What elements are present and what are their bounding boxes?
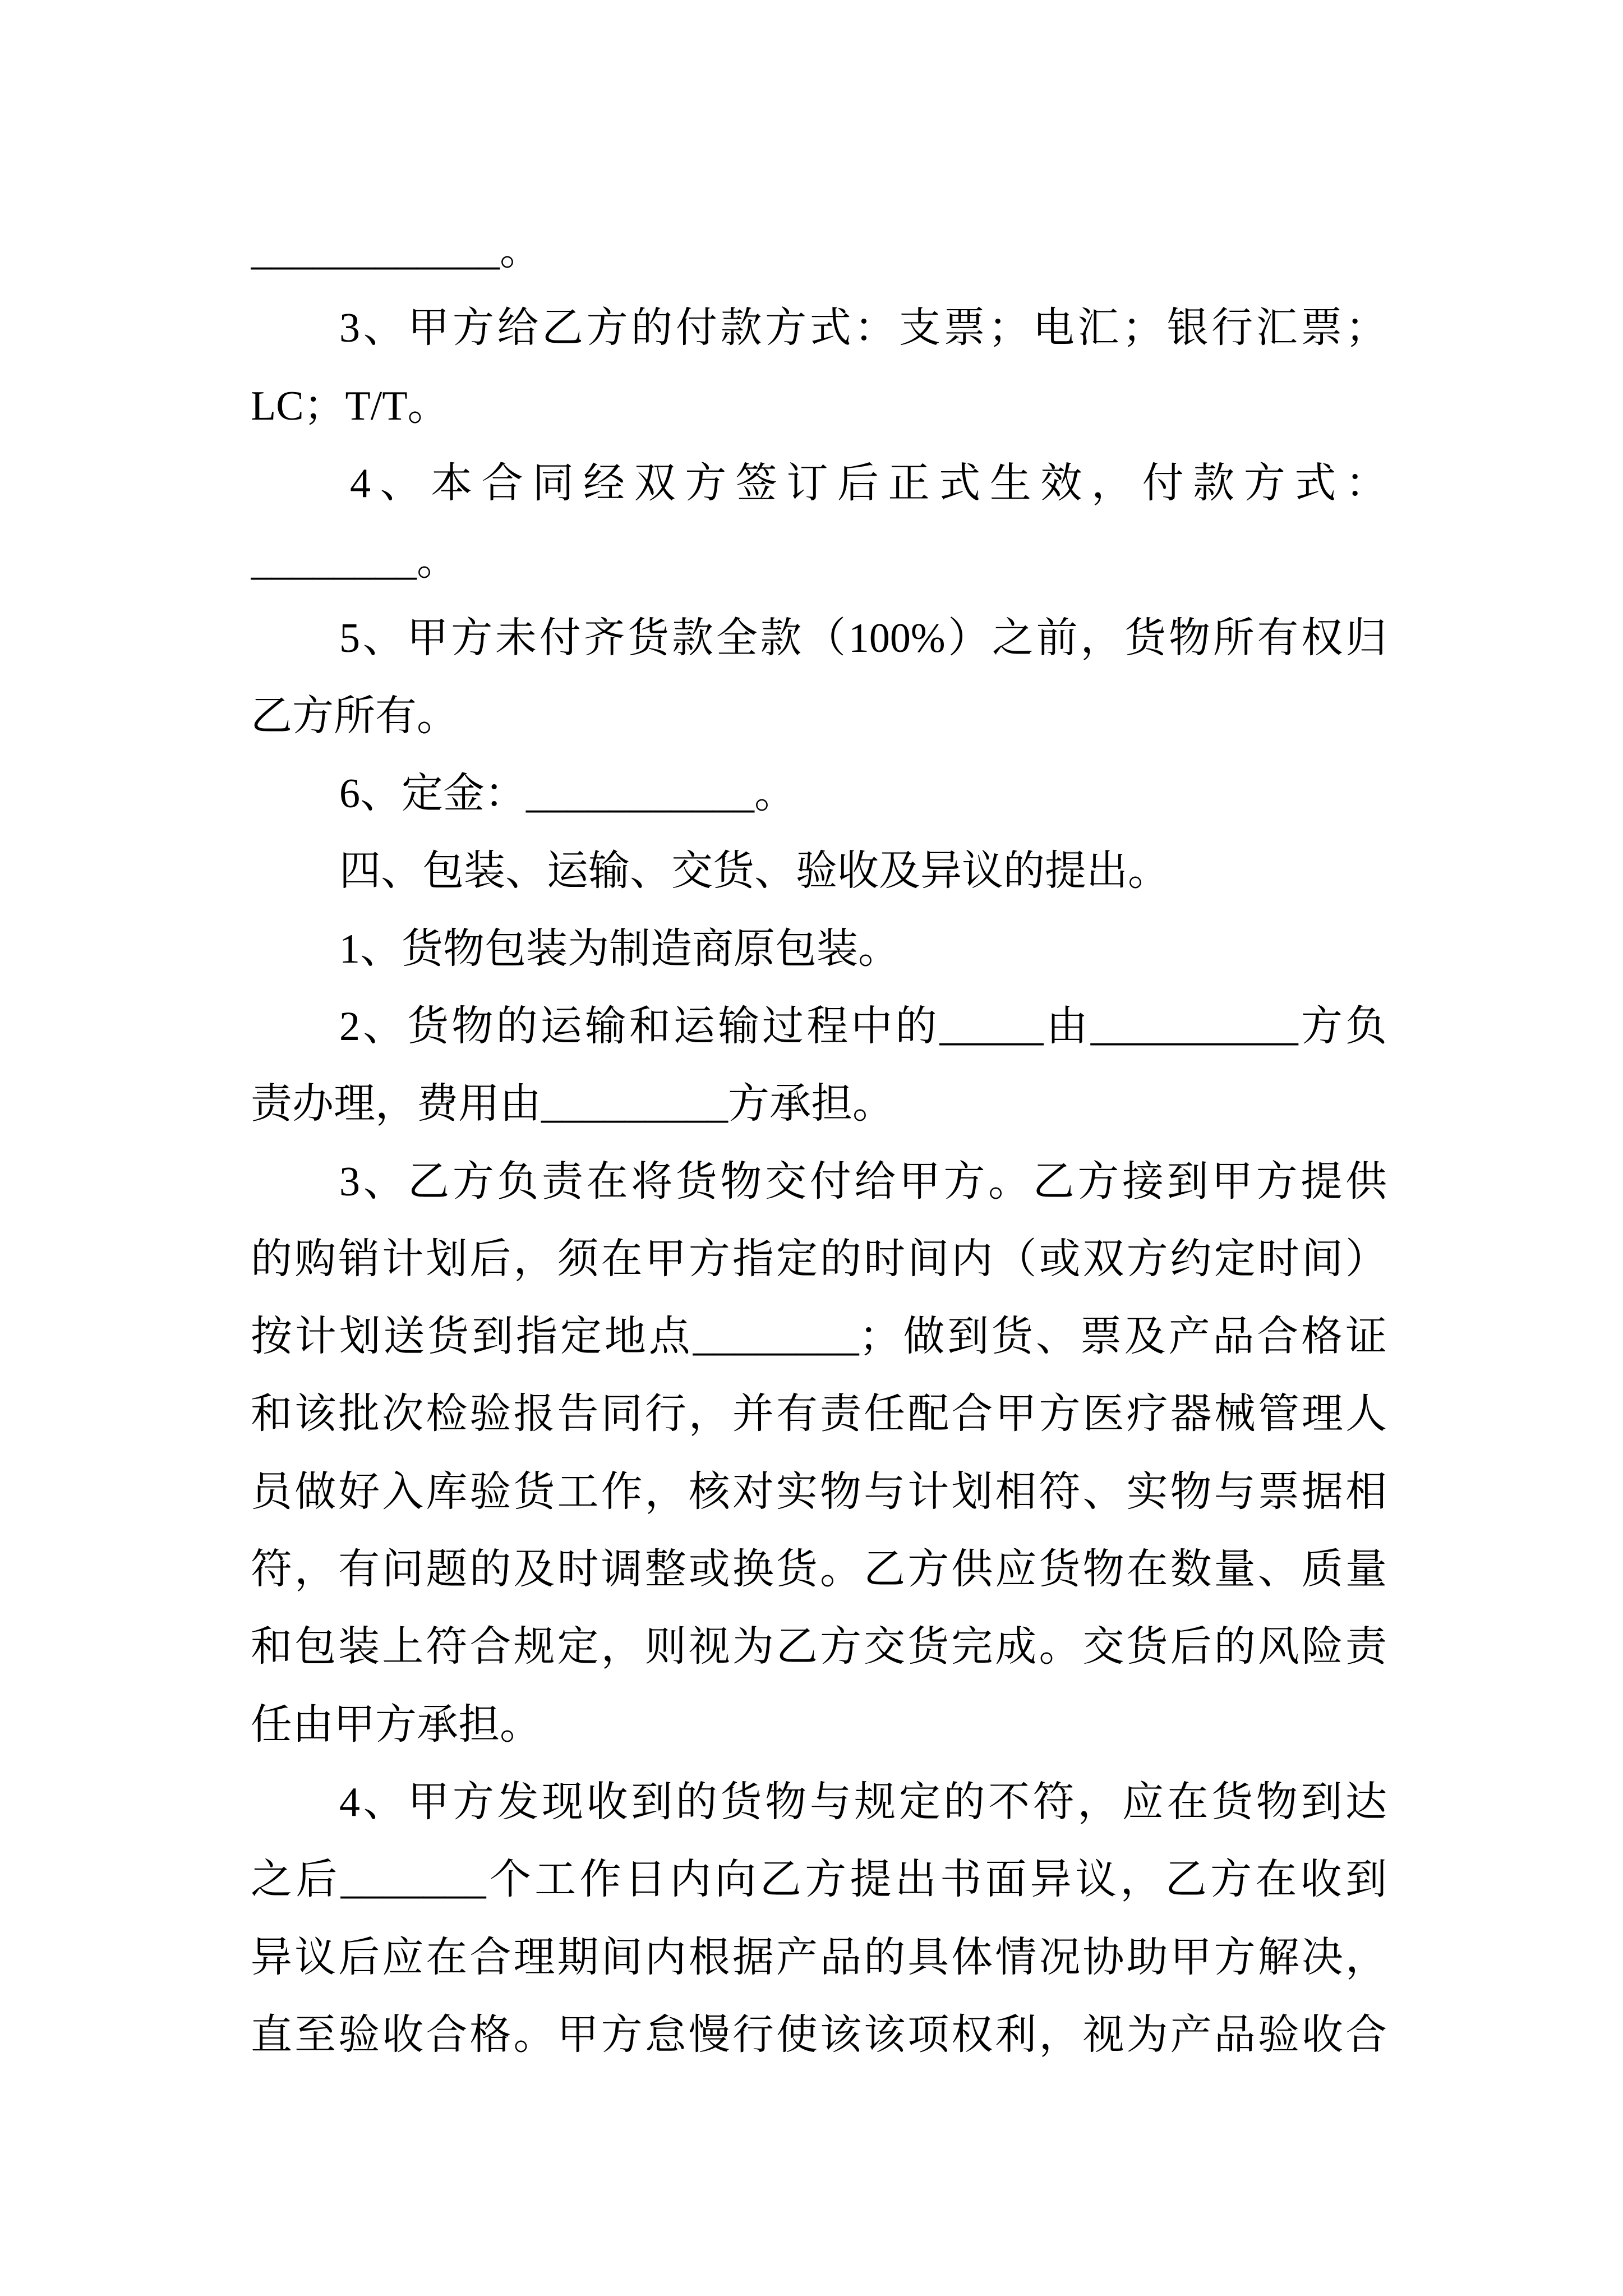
text-line: ____________。 bbox=[251, 228, 541, 274]
text-line: 6、定金：___________。 bbox=[339, 771, 796, 817]
text-line: 员做好入库验货工作，核对实物与计划相符、实物与票据相 bbox=[251, 1469, 1387, 1515]
text-line: 3、甲方给乙方的付款方式：支票；电汇；银行汇票； bbox=[339, 305, 1387, 352]
text-line: LC；T/T。 bbox=[251, 383, 449, 429]
text-line: 3、乙方负责在将货物交付给甲方。乙方接到甲方提供 bbox=[339, 1158, 1387, 1205]
contract-text-body bbox=[251, 212, 1387, 2074]
text-line: 4、甲方发现收到的货物与规定的不符，应在货物到达 bbox=[339, 1779, 1387, 1825]
text-line: 和包装上符合规定，则视为乙方交货完成。交货后的风险责 bbox=[251, 1624, 1387, 1671]
text-line: 的购销计划后，须在甲方指定的时间内（或双方约定时间） bbox=[251, 1236, 1387, 1282]
text-line: 1、货物包装为制造商原包装。 bbox=[339, 926, 900, 972]
text-line: 任由甲方承担。 bbox=[251, 1701, 541, 1748]
text-line: 异议后应在合理期间内根据产品的具体情况协助甲方解决， bbox=[251, 1934, 1387, 1981]
text-line: 按计划送货到指定地点________；做到货、票及产品合格证 bbox=[251, 1314, 1387, 1360]
text-line: 符，有问题的及时调整或换货。乙方供应货物在数量、质量 bbox=[251, 1547, 1387, 1593]
section-heading: 四、包装、运输、交货、验收及异议的提出。 bbox=[339, 848, 1169, 895]
text-line: 责办理，费用由_________方承担。 bbox=[251, 1081, 894, 1128]
text-line: 乙方所有。 bbox=[251, 693, 458, 739]
text-line: 4、本合同经双方签订后正式生效，付款方式： bbox=[350, 460, 1387, 507]
text-line: 之后_______个工作日内向乙方提出书面异议，乙方在收到 bbox=[251, 1857, 1387, 1903]
text-line: ________。 bbox=[251, 538, 458, 585]
text-line: 直至验收合格。甲方怠慢行使该该项权利，视为产品验收合 bbox=[251, 2012, 1387, 2058]
text-line: 2、货物的运输和运输过程中的_____由__________方负 bbox=[339, 1003, 1387, 1050]
text-line: 和该批次检验报告同行，并有责任配合甲方医疗器械管理人 bbox=[251, 1391, 1387, 1438]
text-line: 5、甲方未付齐货款全款（100%）之前，货物所有权归 bbox=[339, 615, 1387, 662]
